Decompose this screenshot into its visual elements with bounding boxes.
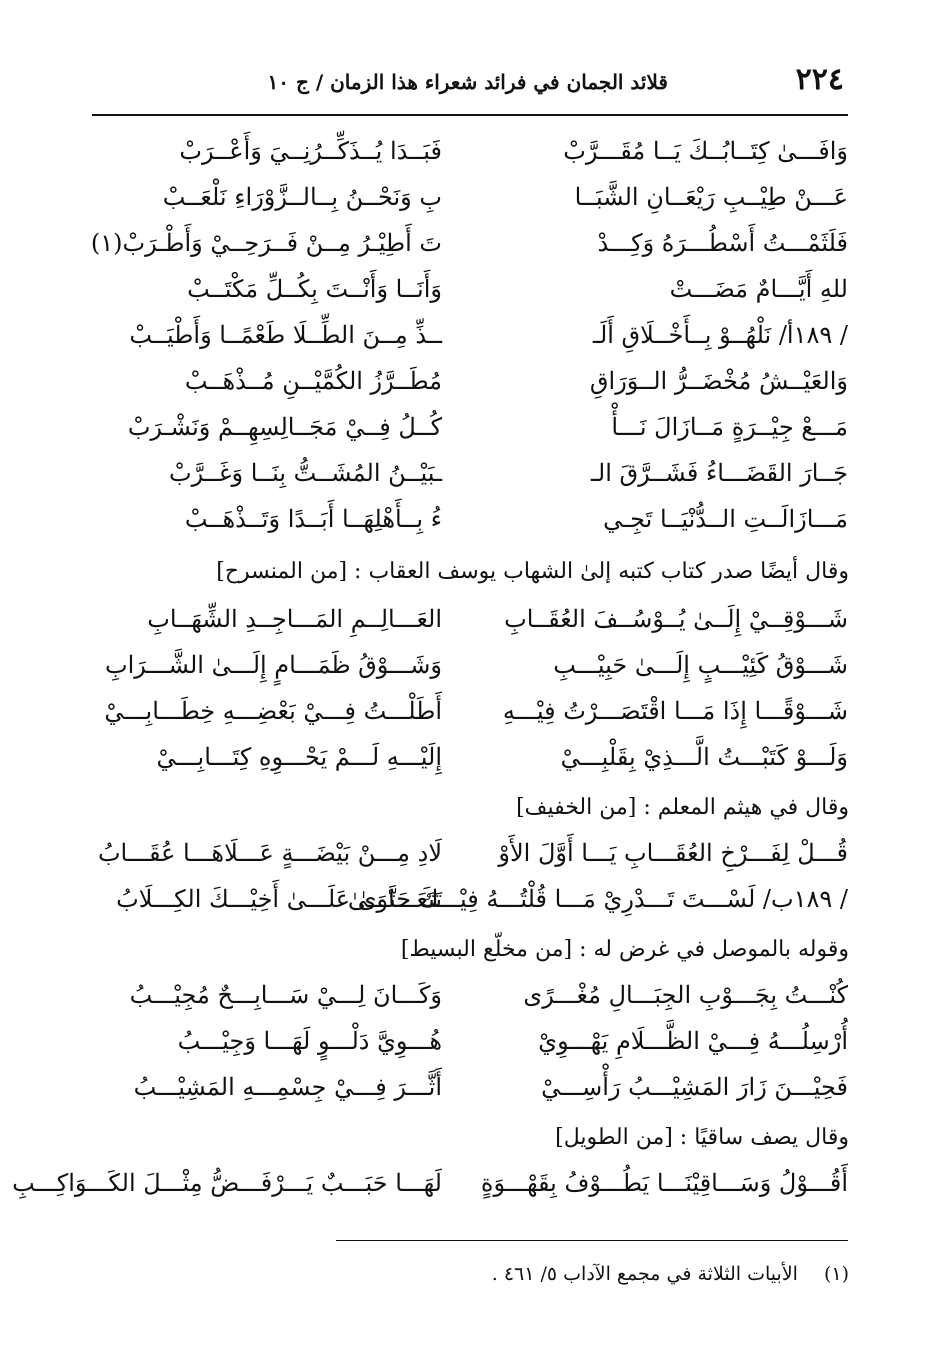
verse-hemistich-first: أَقُـــوْلُ وَسَـــاقِيْنَـــا يَطُـــوْفُ بِقَهْـــوَةٍ	[480, 1169, 848, 1197]
verse-hemistich-second: ــذِّ مِــنَ الطِّــلَا طَعْمًــا وَأَطْيَــبْ	[129, 321, 442, 349]
verse-line	[92, 596, 848, 642]
page-number: ٢٢٤	[795, 62, 844, 97]
verse-hemistich-first: شَـــوْقُ كَئِيْـــبٍ إِلَـــىٰ حَبِيْـــبِ	[553, 651, 848, 679]
verse-hemistich-second: أَثَّـــرَ فِـــيْ جِسْمِـــهِ المَشِيْـــبُ	[133, 1073, 442, 1101]
running-title: قلائد الجمان في فرائد شعراء هذا الزمان / ج ١٠	[267, 70, 668, 94]
verse-line	[92, 642, 848, 688]
verse-hemistich-first: فَلَثَمْـــتُ أَسْطُـــرَهُ وَكِـــدْ	[597, 229, 848, 257]
verse-hemistich-second: ءُ بِــأَهْلِهَــا أَبَــدًا وَتَــذْهَــبْ	[184, 505, 442, 533]
verse-hemistich-second: هُـــوِيَّ دَلْـــوٍ لَهَـــا وَجِيْـــبُ	[177, 1027, 442, 1055]
verse-hemistich-first: وَافَـــىٰ كِتَــابُــكَ يَــا مُقَـــرَّبْ	[563, 137, 848, 165]
verse-hemistich-first: جَــارَ القَضَـــاءُ فَشَــرَّقَ الـ	[590, 459, 848, 487]
verse-hemistich-first: مَـــعْ جِيْــرَةٍ مَــازَالَ نَـــأْ	[611, 413, 848, 441]
footnote	[93, 1258, 849, 1290]
verse-line	[92, 312, 848, 358]
verse-hemistich-second: ـبَيْــنُ المُشَــتُّ بِنَــا وَغَــرَّبْ	[169, 459, 442, 487]
verse-line	[92, 496, 848, 542]
verse-hemistich-second: فَبَــدَا يُــذَكِّــرُنِــيَ وَأَعْــرَبْ	[179, 137, 442, 165]
verse-hemistich-first: فَحِيْـــنَ زَارَ المَشِيْـــبُ رَأْسِـــيْ	[541, 1073, 848, 1101]
footnote-text: الأبيات الثلاثة في مجمع الآداب ٥/ ٤٦١ .	[491, 1263, 798, 1285]
verse-line	[92, 734, 848, 780]
verse-hemistich-first: وَلَـــوْ كَتَبْـــتُ الَّـــذِيْ بِقَلْبِـــيْ	[560, 743, 848, 771]
verse-line	[12, 1160, 848, 1206]
poem-intro: وقال أيضًا صدر كتاب كتبه إلىٰ الشهاب يوسف العقاب : [من المنسرح]	[216, 559, 849, 584]
verse-line	[92, 174, 848, 220]
verse-hemistich-second: أَطَلْـــتُ فِـــيْ بَعْضِـــهِ خِطَـــابِـــيْ	[104, 697, 442, 725]
header-divider	[92, 114, 848, 116]
verse-line	[92, 876, 848, 922]
verse-line	[92, 358, 848, 404]
verse-line	[92, 1018, 848, 1064]
verse-hemistich-first: وَالعَيْــشُ مُخْضَــرُّ الــوَرَاقِ	[589, 367, 848, 395]
verse-hemistich-first: أُرْسِلُـــهُ فِـــيْ الظَّـــلَامِ يَهْـــوِيْ	[538, 1027, 848, 1055]
verse-hemistich-first: قُـــلْ لِفَـــرْخِ العُقَـــابِ يَـــا أَوَّلَ الأَوْ	[498, 839, 848, 867]
verse-hemistich-second: إِلَيْـــهِ لَـــمْ يَحْـــوِهِ كِتَـــابِـــيْ	[156, 743, 442, 771]
verse-line	[92, 688, 848, 734]
page-header	[92, 60, 848, 102]
verse-line	[92, 266, 848, 312]
verse-hemistich-second: تَ أَطِيْـرُ مِــنْ فَــرَحِــيْ وَأَطْـرَبْ(١)	[90, 229, 442, 257]
verse-hemistich-first: عَـــنْ طِيْــبِ رَيْعَــانِ الشَّبَــا	[574, 183, 848, 211]
poem-intro: وقوله بالموصل في غرض له : [من مخلّع البسيط]	[400, 937, 849, 962]
verse-line	[92, 450, 848, 496]
verse-hemistich-second: وَشَـــوْقُ ظَمَـــامٍ إِلَـــىٰ الشَّـــرَابِ	[104, 651, 442, 679]
verse-line	[92, 1064, 848, 1110]
verse-hemistich-first: كُنْـــتُ بِجَـــوْبِ الجِبَـــالِ مُغْـــرًى	[523, 981, 848, 1009]
verse-hemistich-first: شَـــوْقِــيْ إِلَــىٰ يُــوْسُــفَ العُقَــابِ	[504, 605, 848, 633]
verse-hemistich-first: / ١٨٩ب/ لَسْـــتَ تَـــدْرِيْ مَـــا قُلْتُـــهُ فِيْـــكَ حَتَّـــىٰ	[347, 885, 848, 913]
verse-line	[92, 128, 848, 174]
footnote-number: (١)	[823, 1263, 849, 1285]
verse-hemistich-second: وَكَـــانَ لِـــيْ سَـــابِـــحٌ مُجِيْـــبُ	[129, 981, 442, 1009]
verse-hemistich-first: / ١٨٩أ/ نَلْهُــوْ بِــأَخْــلَاقِ أَلَـ	[592, 321, 848, 349]
verse-hemistich-first: شَـــوْقًـــا إِذَا مَـــا اقْتَصَـــرْتُ فِيْـــهِ	[502, 697, 848, 725]
verse-hemistich-second: تَتَعَـــاوَىٰ عَلَـــىٰ أَخِيْـــكَ الكِـــلَابُ	[116, 885, 442, 913]
verse-hemistich-second: العَـــالِــمِ المَـــاجِــدِ الشِّهَــابِ	[147, 605, 442, 633]
poem-intro: وقال في هيثم المعلم : [من الخفيف]	[516, 795, 849, 820]
verse-hemistich-second: بِ وَنَحْــنُ بِــالــزَّوْرَاءِ نَلْعَــبْ	[162, 183, 442, 211]
verse-line	[92, 972, 848, 1018]
verse-hemistich-second: لَادِ مِـــنْ بَيْضَـــةٍ عَـــلَاهَـــا عُقَـــابُ	[97, 839, 442, 867]
verse-hemistich-first: للهِ أَيَّـــامٌ مَضَـــتْ	[669, 275, 848, 303]
poem-intro: وقال يصف ساقيًا : [من الطويل]	[555, 1125, 849, 1150]
verse-line	[92, 830, 848, 876]
footnote-divider	[336, 1240, 848, 1241]
verse-line	[92, 220, 848, 266]
verse-line	[92, 404, 848, 450]
verse-hemistich-first: مَـــازَالَــتِ الــدُّنْيَــا تَجِـي	[603, 505, 848, 533]
verse-hemistich-second: وَأَنَــا وَأَنْــتَ بِكُــلِّ مَكْتَــبْ	[187, 275, 442, 303]
verse-hemistich-second: مُطَــرَّزُ الكُمَّيْــنِ مُــذْهَــبْ	[184, 367, 442, 395]
verse-hemistich-second: لَهَـــا حَبَـــبٌ يَـــرْفَـــضُّ مِثْـــلَ الكَـــوَاكِـــبِ	[12, 1169, 442, 1197]
verse-hemistich-second: كُــلُ فِــيْ مَجَــالِسِهِــمْ وَنَشْـرَبْ	[127, 413, 442, 441]
